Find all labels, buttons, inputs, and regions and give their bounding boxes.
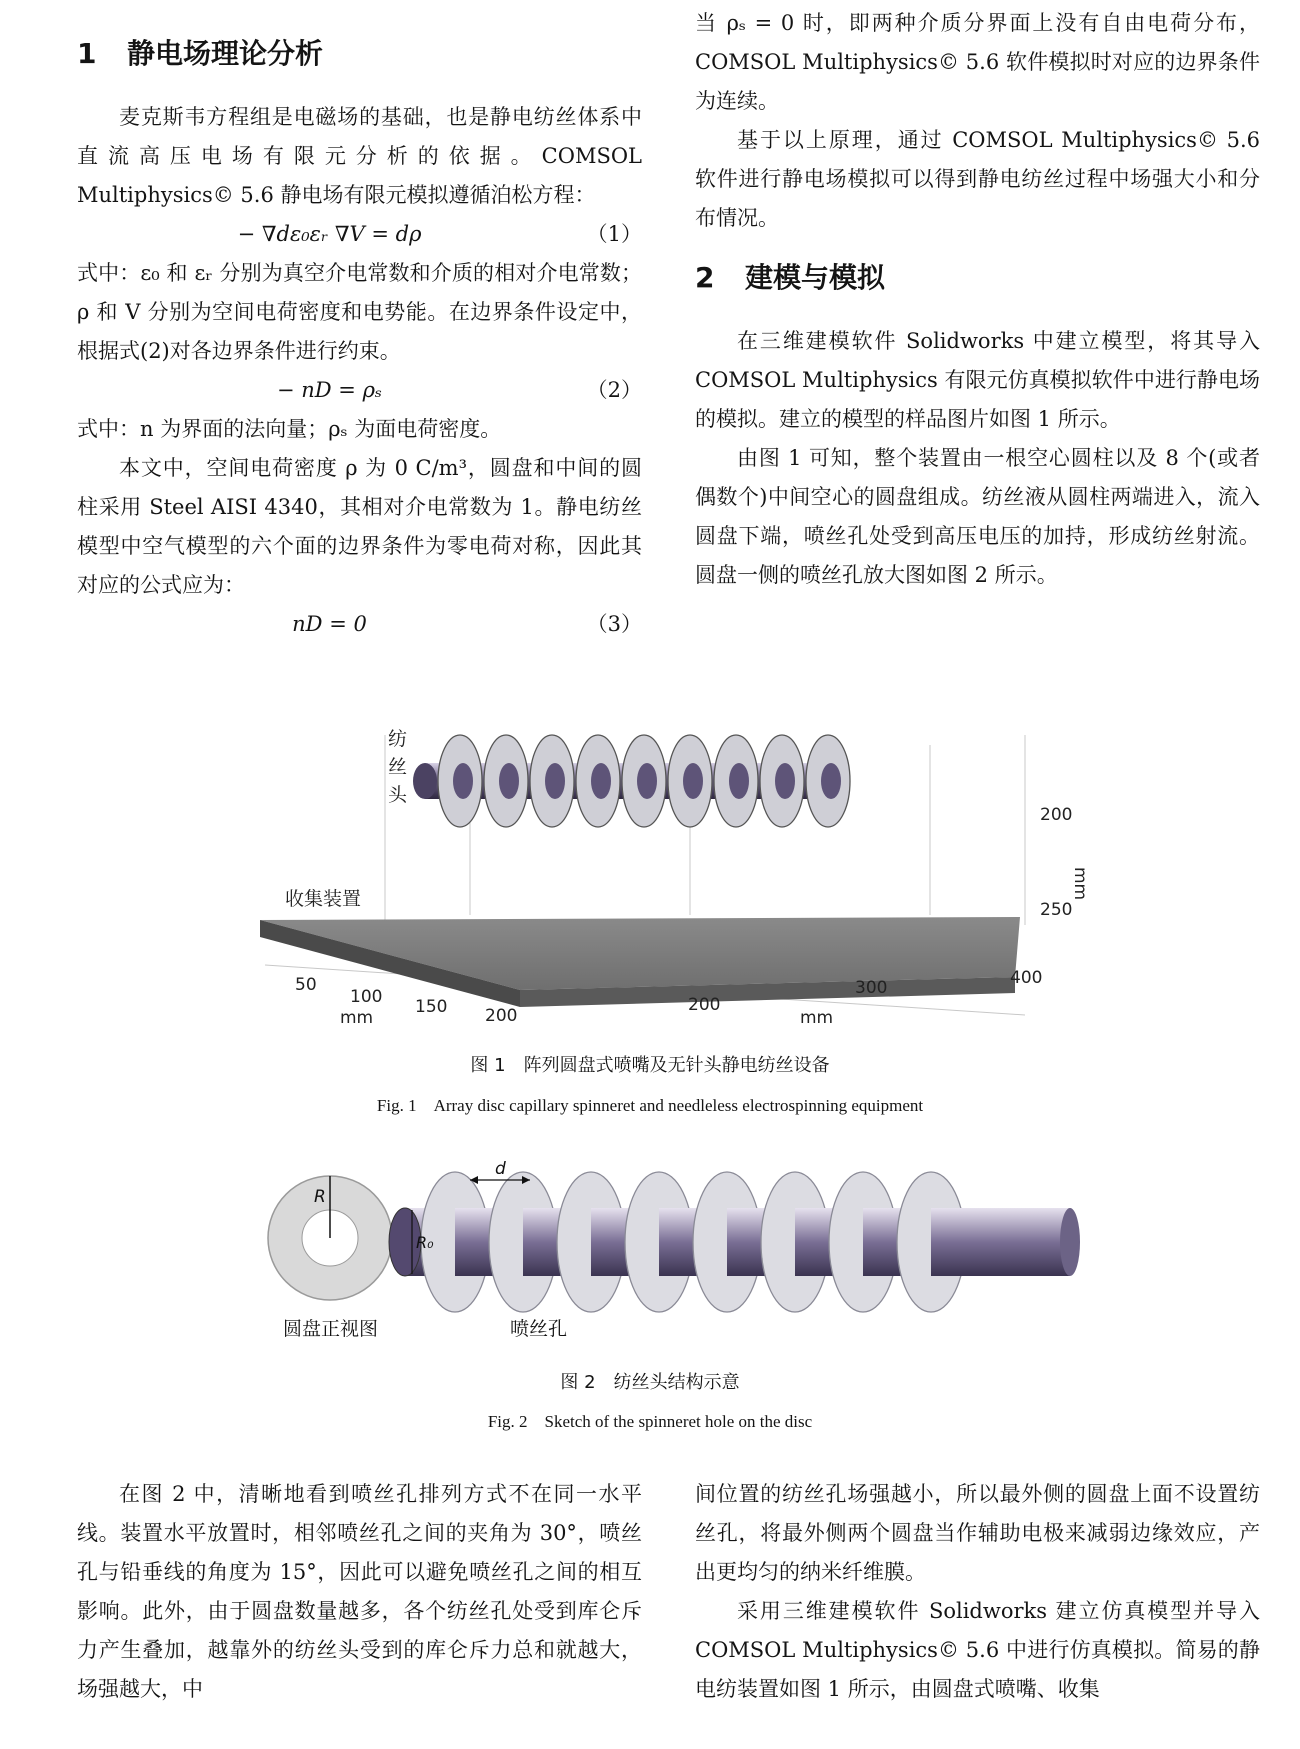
x-unit: mm [800,1008,834,1028]
equation-3-tag: （3） [586,612,642,636]
equation-1 [77,215,642,254]
equation-3 [77,605,642,644]
right-column [695,4,1260,595]
disc-front-view [268,1176,392,1300]
section2-heading [695,258,1260,298]
bottom-left-column [77,1475,642,1709]
x-tick-300: 300 [855,978,888,998]
section1-heading [77,34,642,74]
label-spinneret: 纺丝头 [388,728,408,806]
figure2-caption-cn: 图 2 纺丝头结构示意 [560,1372,740,1393]
bottom-right-para2: 采用三维建模软件 Solidworks 建立仿真模型并导入 COMSOL Multiphysics© 5.6 中进行仿真模拟。简易的静电纺装置如图 1 所示，由圆盘式喷嘴、收集 [695,1599,1260,1701]
z-tick-200: 200 [1040,805,1073,825]
section1-title: 静电场理论分析 [127,37,324,70]
figure2-caption-en: Fig. 2 Sketch of the spinneret hole on the disc [487,1412,813,1431]
section2-para1: 在三维建模软件 Solidworks 中建立模型，将其导入 COMSOL Multiphysics 有限元仿真模拟软件中进行静电场的模拟。建立的模型的样品图片如图 1 所示。 [695,329,1260,431]
y-unit: mm [340,1008,374,1028]
figure1-model [0,715,1300,1040]
y-tick-50: 50 [295,975,317,995]
disc-hub [637,763,657,799]
label-R: R [314,1187,326,1207]
disc-hub [683,763,703,799]
label-hole: 喷丝孔 [510,1318,568,1340]
disc-hub [729,763,749,799]
section2-number: 2 [695,261,715,294]
equation-2-body: − nD = ρₛ [277,378,382,402]
x-tick-200: 200 [688,995,721,1015]
equation-3-body: nD = 0 [292,612,367,636]
right-para1: 当 ρₛ = 0 时，即两种介质分界面上没有自由电荷分布，COMSOL Multiphysics© 5.6 软件模拟时对应的边界条件为连续。 [695,11,1260,113]
disc-hub [821,763,841,799]
equation-2 [77,371,642,410]
spinneret-side-view [389,1159,1080,1312]
disc-hub [499,763,519,799]
section1-number: 1 [77,37,97,70]
disc-hub [591,763,611,799]
disc-hub [545,763,565,799]
y-tick-200: 200 [485,1006,518,1026]
bottom-right-column [695,1475,1260,1709]
y-tick-150: 150 [415,997,448,1017]
section1-para4: 本文中，空间电荷密度 ρ 为 0 C/m³，圆盘和中间的圆柱采用 Steel AISI 4340，其相对介电常数为 1。静电纺丝模型中空气模型的六个面的边界条件为零电荷对称，因此其对应的公式应为： [77,456,642,597]
section1-para3: 式中：n 为界面的法向量；ρₛ 为面电荷密度。 [77,417,502,441]
label-R0: R₀ [416,1233,434,1252]
equation-1-body: − ∇dε₀εᵣ ∇V = dρ [237,222,422,246]
section2-para2: 由图 1 可知，整个装置由一根空心圆柱以及 8 个(或者偶数个)中间空心的圆盘组成。纺丝液从圆柱两端进入，流入圆盘下端，喷丝孔处受到高压电压的加持，形成纺丝射流。圆盘一侧的喷丝孔放大图如图 2 所示。 [695,446,1260,587]
bottom-left-para: 在图 2 中，清晰地看到喷丝孔排列方式不在同一水平线。装置水平放置时，相邻喷丝孔之间的夹角为 30°，喷丝孔与铅垂线的角度为 15°，因此可以避免喷丝孔之间的相互影响。此外，由于圆盘数量越多，各个纺丝孔处受到库仑斥力产生叠加，越靠外的纺丝头受到的库仑斥力总和就越大，场强越大，中 [77,1482,642,1701]
label-collector: 收集装置 [285,888,362,910]
y-tick-100: 100 [350,987,383,1007]
label-front-view: 圆盘正视图 [283,1318,379,1340]
x-tick-400: 400 [1010,968,1043,988]
figure1-caption-cn: 图 1 阵列圆盘式喷嘴及无针头静电纺丝设备 [470,1055,830,1076]
label-d: d [495,1159,506,1179]
bottom-right-para1: 间位置的纺丝孔场强越小，所以最外侧的圆盘上面不设置纺丝孔，将最外侧两个圆盘当作辅助电极来减弱边缘效应，产出更均匀的纳米纤维膜。 [695,1482,1260,1584]
right-para2: 基于以上原理，通过 COMSOL Multiphysics© 5.6 软件进行静电场模拟可以得到静电纺丝过程中场强大小和分布情况。 [695,128,1260,230]
figure2-sketch [0,1150,1300,1340]
section1-para1: 麦克斯韦方程组是电磁场的基础，也是静电纺丝体系中直流高压电场有限元分析的依据。COMSOL Multiphysics© 5.6 静电场有限元模拟遵循泊松方程： [77,105,642,207]
left-column [77,22,642,644]
section1-para2: 式中：ε₀ 和 εᵣ 分别为真空介电常数和介质的相对介电常数；ρ 和 V 分别为空间电荷密度和电势能。在边界条件设定中，根据式(2)对各边界条件进行约束。 [77,261,642,363]
z-unit: mm [1070,867,1090,901]
section2-title: 建模与模拟 [745,261,886,294]
disc-hub [775,763,795,799]
equation-2-tag: （2） [586,378,642,402]
side-hub [931,1208,999,1276]
disc-hub [453,763,473,799]
spinneret-side-discs [421,1172,999,1312]
equation-1-tag: （1） [586,222,642,246]
spinneret-discs [438,735,850,827]
figure1-caption-en: Fig. 1 Array disc capillary spinneret and needleless electrospinning equipment [376,1096,924,1115]
spinneret-model [413,735,850,827]
z-tick-250: 250 [1040,900,1073,920]
